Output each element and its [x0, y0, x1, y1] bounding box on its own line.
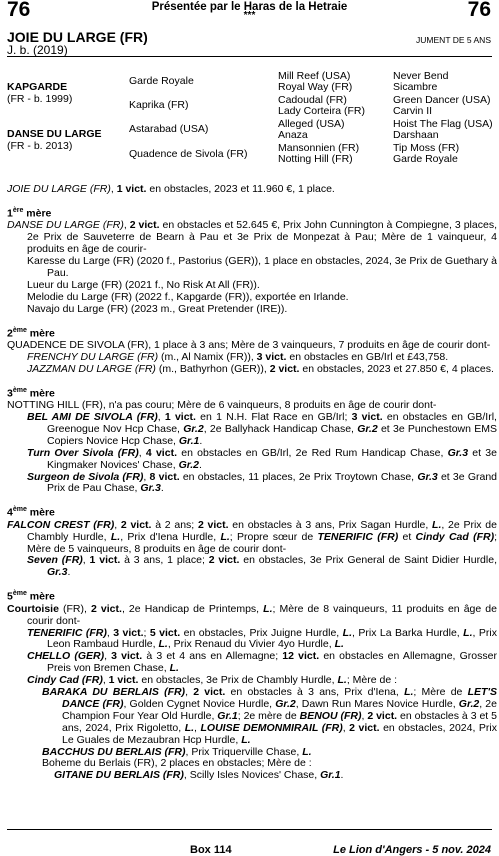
- produce-entry: Seven (FR), 1 vict. à 3 ans, 1 place; 2 vict. en obstacles, 3e Prix General de Saint Didier Hurdle, Gr.3.: [27, 554, 497, 579]
- pedigree: [7, 69, 497, 169]
- horse-description: J. b. (2019): [7, 43, 68, 57]
- third-dam-heading: 3ème mère: [7, 386, 55, 400]
- pedigree-gen4: Never Bend: [393, 70, 449, 82]
- footer-divider: [7, 829, 492, 830]
- pedigree-gen4: Sicambre: [393, 81, 438, 93]
- pedigree-gen2: Kaprika (FR): [129, 99, 189, 111]
- pedigree-gen4: Garde Royale: [393, 153, 458, 165]
- lot-number-right: 76: [467, 0, 491, 21]
- stars: ***: [243, 10, 256, 21]
- produce-entry: BARAKA DU BERLAIS (FR), 2 vict. en obstacles à 3 ans, Prix d'Iena, L.; Mère de LET'S DANCE (FR), Golden Cygnet Novice Hurdle, Gr.2, Dawn Run Mares Novice Hurdle, Gr.2, 2e Champion Four Year Old Hurdle, Gr.1; 2e mère de BENOU (FR), 2 vict. en obstacles à 3 et 5 ans, 2024, Prix Rigoletto, L., LOUISE DEMONMIRAIL (FR), 2 vict. en obstacles, 2024, Prix Le Guales de Mezaubran Hcp Hurdle, L.: [42, 686, 497, 746]
- second-dam-heading: 2ème mère: [7, 326, 55, 340]
- horse-category: JUMENT DE 5 ANS: [416, 35, 491, 45]
- dam-entry: NOTTING HILL (FR), n'a pas couru; Mère de 6 vainqueurs, 8 produits en âge de courir dont-: [7, 399, 437, 412]
- presenter: Présentée par le Haras de la Hetraie: [151, 1, 348, 13]
- produce-entry: Karesse du Large (FR) (2020 f., Pastorius (GER)), 1 place en obstacles, 2024, 3e Prix de Guethary à Pau.: [27, 255, 497, 279]
- pedigree-gen4: Green Dancer (USA): [393, 94, 491, 106]
- pedigree-gen3: Anaza: [278, 129, 308, 141]
- dam-entry: FALCON CREST (FR), 2 vict. à 2 ans; 2 vict. en obstacles à 3 ans, Prix Sagan Hurdle, L., 2e Prix de Chambly Hurdle, L., Prix d'Iena Hurdle, L.; Propre sœur de TENERIFIC (FR) et Cindy Cad (FR); Mère de 5 vainqueurs, 8 produits en âge de courir dont-: [7, 518, 498, 555]
- fourth-dam-heading: 4ème mère: [7, 506, 55, 519]
- horse-name: JOIE DU LARGE (FR): [7, 29, 148, 45]
- produce-entry: TENERIFIC (FR), 3 vict.; 5 vict. en obstacles, Prix Juigne Hurdle, L., Prix La Barka Hurdle, L., Prix Leon Rambaud Hurdle, L., Prix Renaud du Vivier 4yo Hurdle, L.: [27, 626, 497, 651]
- pedigree-gen3: Royal Way (FR): [278, 81, 353, 93]
- pedigree-gen3: Mill Reef (USA): [278, 70, 351, 82]
- produce-entry: CHELLO (GER), 3 vict. à 3 et 4 ans en Allemagne; 12 vict. en obstacles en Allemagne, Grosser Preis von Bremen Chase, L.: [27, 650, 497, 675]
- dam-entry: Courtoisie (FR), 2 vict., 2e Handicap de Printemps, L.; Mère de 8 vainqueurs, 11 produits en âge de courir dont-: [7, 602, 497, 627]
- produce-entry: Surgeon de Sivola (FR), 8 vict. en obstacles, 11 places, 2e Prix Troytown Chase, Gr.3 et 3e Grand Prix de Pau Chase, Gr.3.: [27, 470, 498, 495]
- pedigree-gen3: Alleged (USA): [278, 118, 345, 130]
- pedigree-gen2: Garde Royale: [129, 75, 194, 87]
- first-dam-heading: 1ère mère: [7, 206, 52, 220]
- catalogue-header: [0, 0, 499, 30]
- produce-entry: Turn Over Sivola (FR), 4 vict. en obstacles en GB/Irl, 2e Red Rum Handicap Chase, Gr.3 et 3e Kingmaker Novices' Chase, Gr.2.: [27, 446, 497, 471]
- pedigree-gen3: Cadoudal (FR): [278, 94, 347, 106]
- produce-entry: Navajo du Large (FR) (2023 m., Great Pretender (IRE)).: [27, 302, 288, 315]
- produce-entry: Boheme du Berlais (FR), 2 places en obstacles; Mère de :: [42, 757, 312, 770]
- dam: DANSE DU LARGE: [7, 128, 102, 140]
- racing-summary: JOIE DU LARGE (FR), 1 vict. en obstacles, 2023 et 11.960 €, 1 place.: [7, 183, 335, 195]
- dam-entry: QUADENCE DE SIVOLA (FR), 1 place à 3 ans; Mère de 3 vainqueurs, 7 produits en âge de courir dont-: [7, 338, 491, 351]
- pedigree-gen3: Lady Corteira (FR): [278, 105, 365, 117]
- pedigree-gen2: Astarabad (USA): [129, 123, 209, 135]
- produce-entry: JAZZMAN DU LARGE (FR) (m., Bathyrhon (GER)), 2 vict. en obstacles, 2023 et 27.850 €, 4 places.: [27, 362, 494, 375]
- pedigree-gen4: Darshaan: [393, 129, 439, 141]
- produce-entry: BEL AMI DE SIVOLA (FR), 1 vict. en 1 N.H. Flat Race en GB/Irl; 3 vict. en obstacles en GB/Irl, Greenogue Nov Hcp Chase, Gr.2, 2e Ballyhack Handicap Chase, Gr.2 et 3e Punchestown EMS Copiers Novice Hcp Chase, Gr.1.: [27, 411, 497, 447]
- pedigree-gen3: Mansonnien (FR): [278, 142, 360, 154]
- sale-place-date: Le Lion d'Angers - 5 nov. 2024: [333, 844, 491, 856]
- produce-entry: Melodie du Large (FR) (2022 f., Kapgarde (FR)), exportée en Irlande.: [27, 290, 349, 303]
- pedigree-gen4: Hoist The Flag (USA): [393, 118, 493, 130]
- box-number: Box 114: [190, 844, 232, 856]
- pedigree-gen4: Tip Moss (FR): [393, 142, 460, 154]
- produce-entry: Cindy Cad (FR), 1 vict. en obstacles, 3e Prix de Chambly Hurdle, L.; Mère de :: [27, 674, 398, 687]
- pedigree-gen2: Quadence de Sivola (FR): [129, 148, 248, 160]
- produce-entry: GITANE DU BERLAIS (FR), Scilly Isles Novices' Chase, Gr.1.: [54, 769, 344, 782]
- pedigree-gen3: Notting Hill (FR): [278, 153, 353, 165]
- divider: [7, 56, 492, 57]
- pedigree-gen4: Carvin II: [393, 105, 433, 117]
- catalogue-body: [7, 184, 497, 782]
- lot-number: 76: [7, 0, 31, 21]
- sire-info: (FR - b. 1999): [7, 93, 73, 105]
- produce-entry: FRENCHY DU LARGE (FR) (m., Al Namix (FR)), 3 vict. en obstacles en GB/Irl et £43,758.: [27, 350, 449, 363]
- fifth-dam-heading: 5ème mère: [7, 590, 55, 603]
- produce-entry: BACCHUS DU BERLAIS (FR), Prix Triquerville Chase, L.: [42, 745, 312, 758]
- dam-entry: DANSE DU LARGE (FR), 2 vict. en obstacles et 52.645 €, Prix John Cunnington à Compiegne, 3 places, 2e Prix de Sauveterre de Bearn à Pau et 3e Prix de Monpezat à Pau; Mère de 1 vainqueur, 4 produits en âge de courir-: [7, 219, 497, 256]
- sire: KAPGARDE: [7, 81, 68, 93]
- produce-entry: Lueur du Large (FR) (2021 f., No Risk At All (FR)).: [27, 278, 260, 291]
- dam-info: (FR - b. 2013): [7, 140, 73, 152]
